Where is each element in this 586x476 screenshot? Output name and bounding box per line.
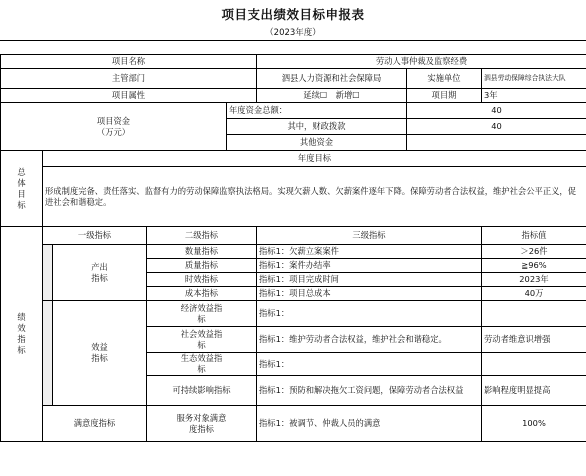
value-cell: 劳动者维意识增强 [482,327,586,353]
level3-cell: 指标1：维护劳动者合法权益，维护社会和谐稳定。 [257,327,482,353]
level2-cell: 可持续影响指标 [147,376,257,406]
funds-fiscal-label: 其中，财政拨款 [227,119,407,135]
funds-fiscal-value: 40 [407,119,586,135]
level3-cell: 指标1：预防和解决拖欠工资问题，保障劳动者合法权益 [257,376,482,406]
project-name-value: 劳动人事仲裁及监察经费 [257,55,586,69]
level3-cell: 指标1： [257,353,482,376]
level3-cell: 指标1：欠薪立案案件 [257,245,482,259]
value-cell [482,301,586,327]
value-cell: 2023年 [482,273,586,287]
dept-label: 主管部门 [1,69,257,89]
funds-label: 项目资金 （万元） [1,103,227,151]
row-goal-text [1,167,586,227]
level2-cell: 生态效益指标 [147,353,257,376]
perf-side-label: 绩效指标 [1,227,43,442]
overall-goal-side-label: 总体目标 [1,151,43,227]
period-label: 项目期 [407,89,482,103]
level3-cell: 指标1：案件办结率 [257,259,482,273]
funds-other-value [407,135,586,151]
col-header-level3: 三级指标 [257,227,482,245]
row-perf-header [1,227,586,245]
col-header-value: 指标值 [482,227,586,245]
level2-cell: 时效指标 [147,273,257,287]
annual-goal-text: 形成制度完备、责任落实、监督有力的劳动保障监察执法格局。实现欠薪人数、欠薪案件逐年下降。保障劳动者合法权益，维护社会公平正义，促进社会和谐稳定。 [43,167,586,227]
level2-cell: 质量指标 [147,259,257,273]
value-cell: ＞26件 [482,245,586,259]
annual-goal-header: 年度目标 [43,151,586,167]
performance-goal-table [0,54,586,442]
value-cell: 100% [482,406,586,442]
funds-total-label: 年度资金总额： [227,103,407,119]
funds-other-label: 其他资金 [227,135,407,151]
level3-cell: 指标1： [257,301,482,327]
row-funds-total [1,103,586,119]
project-name-label: 项目名称 [1,55,257,69]
table-row [1,245,586,259]
value-cell: 影响程度明显提高 [482,376,586,406]
header-divider [0,40,586,41]
gray-spacer [43,301,53,406]
row-project-name [1,55,586,69]
impl-label: 实施单位 [407,69,482,89]
benefit-indicator-label: 效益指标 [53,301,147,406]
attr-label: 项目属性 [1,89,257,103]
col-header-level1: 一级指标 [43,227,147,245]
satisfaction-indicator-label: 满意度指标 [43,406,147,442]
dept-value: 泗县人力资源和社会保障局 [257,69,407,89]
level2-cell: 成本指标 [147,287,257,301]
row-goal-header [1,151,586,167]
value-cell: ≧96% [482,259,586,273]
level2-cell: 服务对象满意度指标 [147,406,257,442]
form-title: 项目支出绩效目标申报表 [221,7,365,22]
funds-total-value: 40 [407,103,586,119]
value-cell [482,353,586,376]
table-row [1,301,586,327]
level2-cell: 经济效益指标 [147,301,257,327]
impl-value: 泗县劳动保障综合执法大队 [482,69,586,89]
form-year: （2023年度） [265,28,321,38]
level3-cell: 指标1：被调节、仲裁人员的满意 [257,406,482,442]
level3-cell: 指标1：项目总成本 [257,287,482,301]
table-row [1,406,586,442]
value-cell: 40万 [482,287,586,301]
attr-value: 延续☐ 新增☐ [257,89,407,103]
col-header-level2: 二级指标 [147,227,257,245]
level2-cell: 社会效益指标 [147,327,257,353]
level2-cell: 数量指标 [147,245,257,259]
gray-spacer [43,245,53,301]
period-value: 3年 [482,89,586,103]
output-indicator-label: 产出指标 [53,245,147,301]
level3-cell: 指标1：项目完成时间 [257,273,482,287]
row-attribute [1,89,586,103]
row-department [1,69,586,89]
